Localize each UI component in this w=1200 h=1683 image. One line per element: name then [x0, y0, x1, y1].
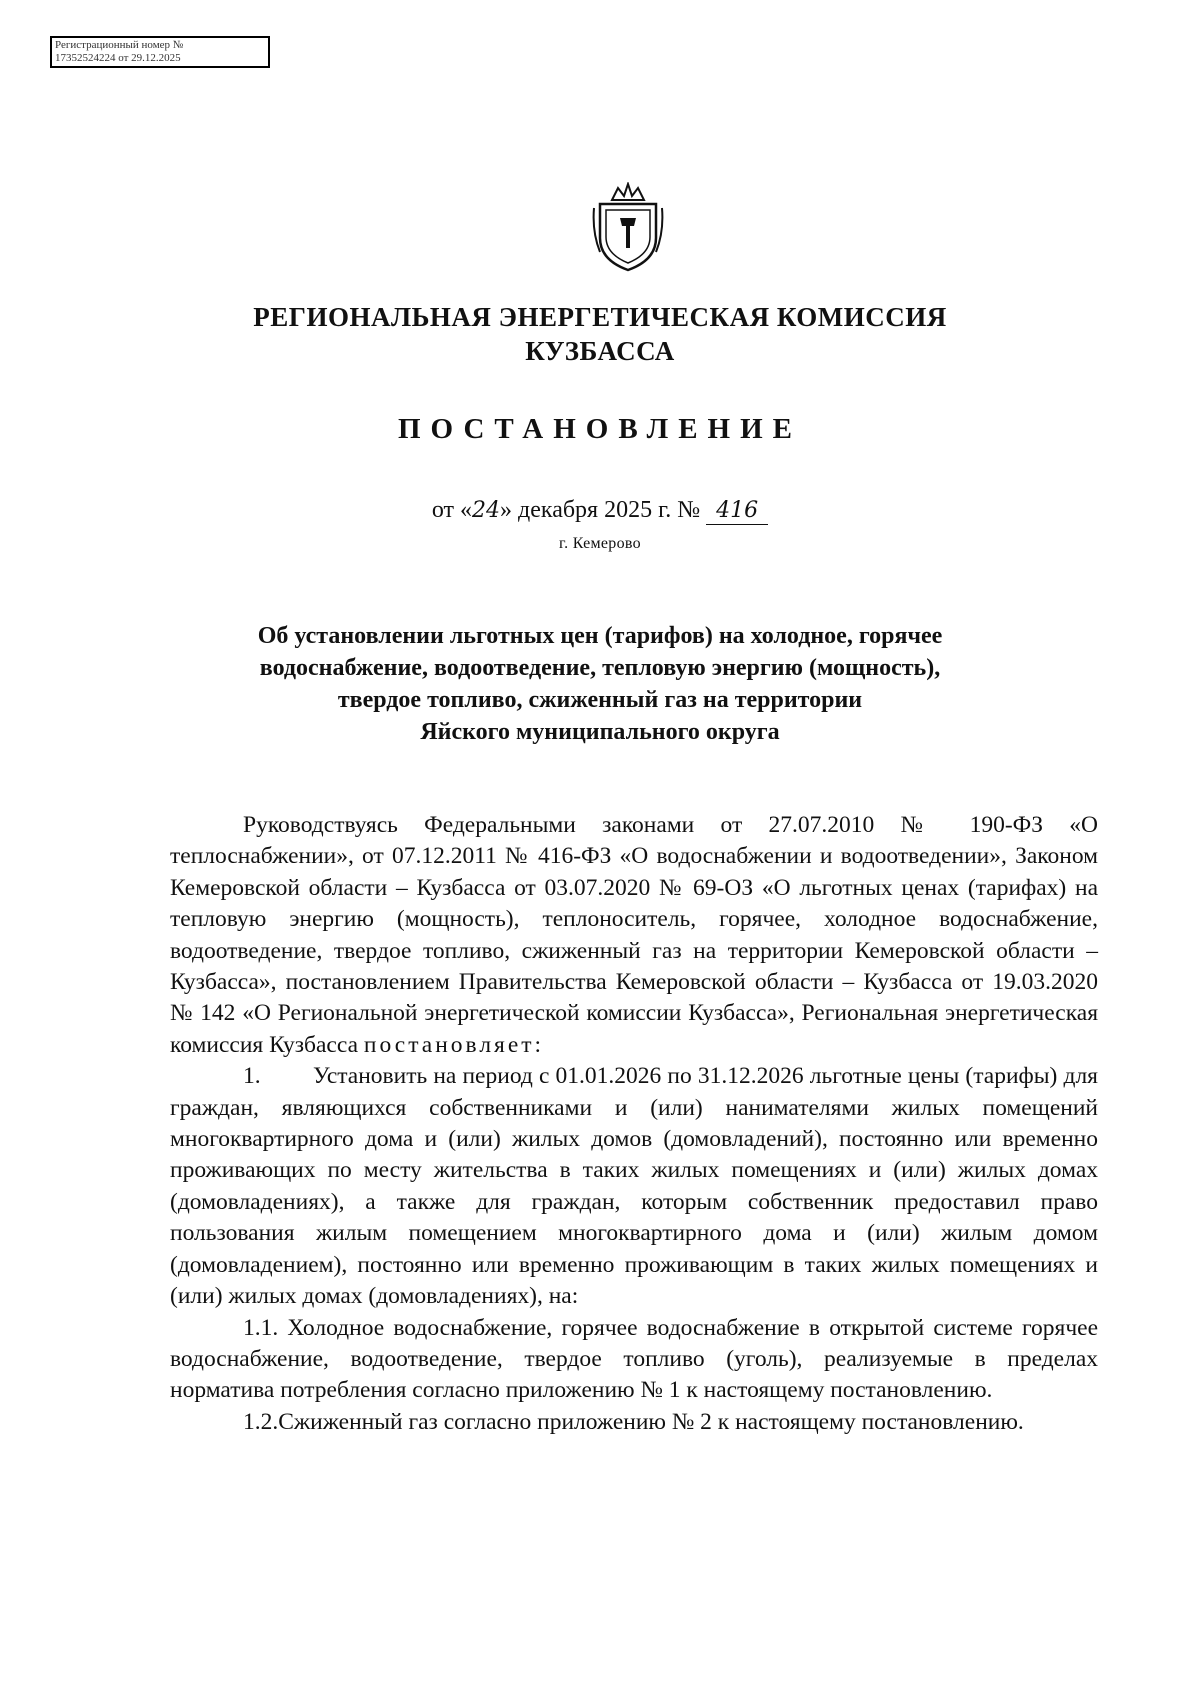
organization-name-line2: КУЗБАССА [525, 336, 675, 366]
document-number: 416 [716, 498, 759, 523]
preamble-text: Руководствуясь Федеральными законами от 27.07.2010 № 190-ФЗ «О теплоснабжении», от 07.12.2011 № 416-ФЗ «О водоснабжении и водоотведении», Законом Кемеровской области – Кузбасса от 03.07.2020 № 69-ОЗ «О льготных ценах (тарифах) на тепловую энергию (мощность), теплоноситель, горячее, холодное водоснабжение, водоотведение, твердое топливо, сжиженный газ на территории Кемеровской области – Кузбасса», постановлением Правительства Кемеровской области – Кузбасса от 19.03.2020 № 142 «О Региональной энергетической комиссии Кузбасса», Региональная энергетическая комиссия Кузбасса [170, 812, 1098, 1058]
subject-line3: твердое топливо, сжиженный газ на территории [337, 687, 863, 713]
document-body [170, 810, 1098, 1438]
organization-name-line1: РЕГИОНАЛЬНАЯ ЭНЕРГЕТИЧЕСКАЯ КОМИССИЯ [253, 302, 947, 332]
registration-stamp-line2: 17352524224 от 29.12.2025 [55, 52, 181, 64]
date-day: 24 [472, 498, 501, 523]
item-1-text: Установить на период с 01.01.2026 по 31.12.2026 льготные цены (тарифы) для граждан, являющихся собственниками и (или) нанимателями жилых помещений многоквартирного дома и (или) жилых домов (домовладений), постоянно или временно проживающих по месту жительства в таких жилых помещениях и (или) жилых домах (домовладениях), а также для граждан, которым собственник предоставил право пользования жилым помещением многоквартирного дома и (или) жилым домом (домовладением), постоянно или временно проживающим в таких жилых помещениях и (или) жилых домах (домовладениях), на: [170, 1063, 1098, 1310]
item-1-1-paragraph: 1.1. Холодное водоснабжение, горячее водоснабжение в открытой системе горячее водоснабжение, водоотведение, твердое топливо (уголь), реализуемые в пределах норматива потребления согласно приложению № 1 к настоящему постановлению. [170, 1314, 1098, 1404]
document-date-line [0, 497, 1200, 525]
preamble-paragraph [170, 810, 1098, 1061]
decree-word: постановляет: [363, 1031, 545, 1058]
date-middle: » декабря 2025 г. № [500, 497, 701, 523]
organization-name [0, 300, 1200, 368]
item-1-number: 1. [243, 1063, 261, 1090]
document-type: ПОСТАНОВЛЕНИЕ [397, 413, 802, 445]
document-subject [0, 620, 1200, 748]
subject-line4: Яйского муниципального округа [420, 719, 780, 745]
item-1-2-paragraph: 1.2.Сжиженный газ согласно приложению № 2 к настоящему постановлению. [243, 1408, 1024, 1435]
subject-line2: водоснабжение, водоотведение, тепловую энергию (мощность), [259, 655, 941, 681]
registration-stamp-line1: Регистрационный номер № [55, 39, 184, 51]
date-prefix: от « [431, 497, 473, 523]
registration-stamp [50, 36, 270, 68]
document-city: г. Кемерово [559, 535, 641, 552]
document-number-field [706, 497, 768, 525]
subject-line1: Об установлении льготных цен (тарифов) на холодное, горячее [257, 623, 943, 649]
coat-of-arms-icon [590, 182, 666, 272]
item-1-paragraph [170, 1061, 1098, 1312]
